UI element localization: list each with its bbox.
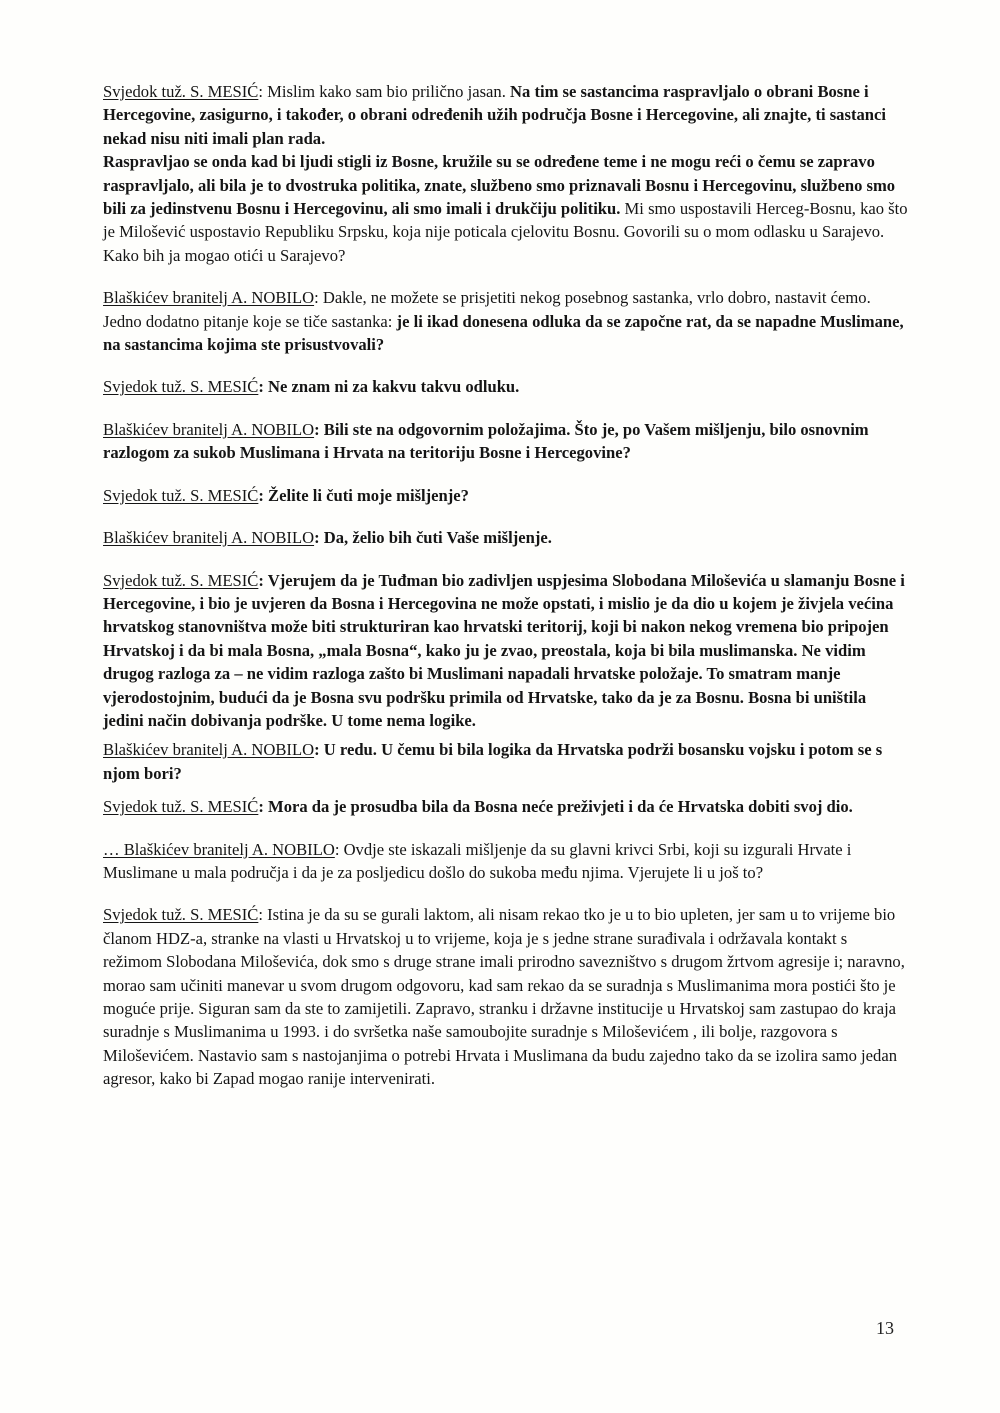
transcript-paragraph bbox=[103, 418, 908, 465]
transcript-paragraph bbox=[103, 80, 908, 150]
speaker-label: Svjedok tuž. S. MESIĆ bbox=[103, 570, 259, 590]
transcript-paragraph bbox=[103, 286, 908, 356]
transcript-paragraph bbox=[103, 795, 908, 818]
paragraph-text: : Mislim kako sam bio prilično jasan. bbox=[258, 82, 511, 101]
speaker-label: Blaškićev branitelj A. NOBILO bbox=[103, 288, 315, 308]
transcript-paragraph bbox=[103, 526, 908, 549]
page-number: 13 bbox=[876, 1318, 894, 1338]
transcript-paragraph bbox=[103, 738, 908, 785]
emphasized-text: : Ne znam ni za kakvu takvu odluku. bbox=[258, 377, 520, 397]
speaker-label: Blaškićev branitelj A. NOBILO bbox=[103, 419, 315, 439]
emphasized-text: : Bili ste na odgovornim položajima. Što je, po Vašem mišljenju, bilo osnovnim razlogom za sukob Muslimana i Hrvata na teritoriju Bosne i Hercegovine? bbox=[103, 419, 869, 463]
emphasized-text: Raspravljao se onda kad bi ljudi stigli iz Bosne, kružile su se određene teme i ne mogu reći o čemu se zapravo raspravljalo, ali bila je to dvostruka politika, znate, službeno smo priznavali Bosnu i Hercegovinu, službeno smo bili za jedinstvenu Bosnu i Hercegovinu, ali smo imali i drukčiju politiku. bbox=[103, 152, 896, 219]
transcript-paragraph bbox=[103, 150, 908, 267]
transcript-paragraph bbox=[103, 903, 908, 1090]
transcript-body bbox=[103, 80, 908, 1110]
speaker-label: Blaškićev branitelj A. NOBILO bbox=[103, 740, 315, 760]
emphasized-text: : Da, želio bih čuti Vaše mišljenje. bbox=[314, 528, 552, 548]
emphasized-text: : Želite li čuti moje mišljenje? bbox=[258, 485, 469, 505]
transcript-paragraph bbox=[103, 569, 908, 733]
emphasized-text: : U redu. U čemu bi bila logika da Hrvatska podrži bosansku vojsku i potom se s njom bori? bbox=[103, 740, 883, 783]
speaker-label: Svjedok tuž. S. MESIĆ bbox=[103, 377, 259, 397]
paragraph-text: : Ovdje ste iskazali mišljenje da su glavni krivci Srbi, koji su izgurali Hrvate i Muslimane u mala područja i da je za posljedicu došlo do sukoba među njima. Vjerujete li u još to? bbox=[103, 839, 852, 882]
transcript-paragraph bbox=[103, 838, 908, 885]
speaker-label: Svjedok tuž. S. MESIĆ bbox=[103, 82, 259, 101]
emphasized-text: je li ikad donesena odluka da se započne rat, da se napadne Muslimane, na sastancima kojima ste prisustvovali? bbox=[103, 311, 904, 355]
paragraph-text: : Dakle, ne možete se prisjetiti nekog posebnog sastanka, vrlo dobro, nastavit ćemo. Jedno dodatno pitanje koje se tiče sastanka: bbox=[103, 288, 871, 331]
transcript-paragraph bbox=[103, 375, 908, 398]
speaker-label: Svjedok tuž. S. MESIĆ bbox=[103, 485, 259, 505]
speaker-label: … Blaškićev branitelj A. NOBILO bbox=[103, 839, 335, 859]
paragraph-text: Mi smo uspostavili Herceg-Bosnu, kao što je Milošević uspostavio Republiku Srpsku, koja nije poticala cjelovitu Bosnu. Govorili su o mom odlasku u Sarajevo. Kako bih ja mogao otići u Sarajevo? bbox=[103, 199, 908, 265]
emphasized-text: Na tim se sastancima raspravljalo o obrani Bosne i Hercegovine, zasigurno, i također, o obrani određenih užih područja Bosne i Hercegovine, ali znajte, ti sastanci nekad nisu niti imali plan rada. bbox=[103, 82, 886, 148]
transcript-paragraph bbox=[103, 484, 908, 507]
speaker-label: Svjedok tuž. S. MESIĆ bbox=[103, 905, 259, 925]
speaker-label: Blaškićev branitelj A. NOBILO bbox=[103, 528, 315, 548]
emphasized-text: : Mora da je prosudba bila da Bosna neće preživjeti i da će Hrvatska dobiti svoj dio. bbox=[258, 797, 853, 817]
paragraph-text: : Istina je da su se gurali laktom, ali nisam rekao tko je u to bio upleten, jer sam u to vrijeme bio članom HDZ-a, stranke na vlasti u Hrvatskoj u to vrijeme, koja je s jedne strane surađivala i održavala kontakt s režimom Slobodana Miloševića, dok smo s druge strane imali prirodno savezništvo s drugom žrtvom agresije i; naravno, morao sam učiniti manevar u svom drugom odgovoru, kad sam rekao da se suradnja s Muslimanima mora postići što je moguće prije. Siguran sam da ste to zamijetili. Zapravo, stranku i državne institucije u Hrvatskoj sam zastupao do kraja suradnje s Muslimanima u 1993. i do svršetka naše samoubojite suradnje s Miloševićem , ili bolje, razgovora s Miloševićem. Nastavio sam s nastojanjima o potrebi Hrvata i Muslimana da budu zajedno tako da se izolira samo jedan agresor, kako bi Zapad mogao ranije intervenirati. bbox=[103, 905, 905, 1089]
emphasized-text: : Vjerujem da je Tuđman bio zadivljen uspjesima Slobodana Miloševića u slamanju Bosne i Hercegovine, i bio je uvjeren da Bosna i Hercegovina ne može opstati, i mislio je da dio u kojem je živjela većina hrvatskog stanovništva može biti strukturiran kao hrvatski teritorij, koji bi nakon nekog vremena bio pripojen Hrvatskoj i da bi mala Bosna, „mala Bosna“, kako ju je zvao, preostala, koja bi bila muslimanska. Ne vidim drugog razloga za – ne vidim razloga zašto bi Muslimani napadali hrvatske položaje. To smatram manje vjerodostojnim, budući da je Bosna svu podršku primila od Hrvatske, tako da je za Bosnu. Bosna bi uništila jedini način dobivanja podrške. U tome nema logike. bbox=[103, 570, 905, 730]
speaker-label: Svjedok tuž. S. MESIĆ bbox=[103, 797, 259, 817]
